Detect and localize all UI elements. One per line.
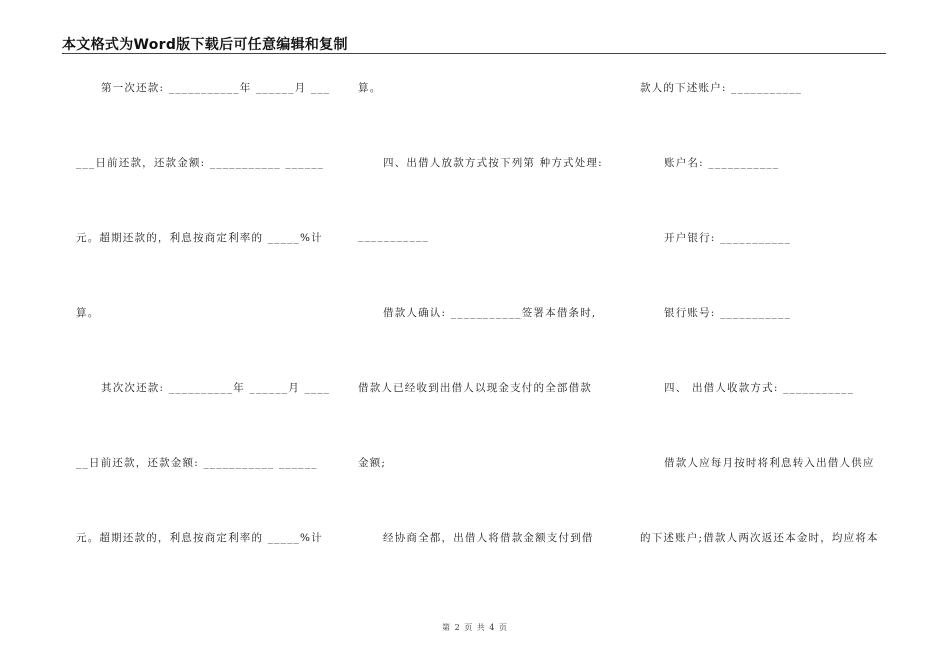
- column-1-line-1: 第一次还款: ___________年 ______月 ___: [101, 82, 331, 94]
- document-header-title: 本文格式为Word版下载后可任意编辑和复制: [62, 37, 348, 53]
- column-3-line-5: 四、 出借人收款方式: ___________: [664, 382, 855, 394]
- column-1-line-7: 元。超期还款的，利息按商定利率的 _____%计: [76, 532, 323, 544]
- column-1-line-2: ___日前还款，还款金额: ___________ ______: [76, 157, 325, 169]
- column-2-line-4: 借款人确认: ___________签署本借条时,: [383, 307, 597, 319]
- column-3-line-7: 的下述账户;借款人两次返还本金时，均应将本: [640, 532, 879, 544]
- page-number-footer: 第 2 页 共 4 页: [442, 623, 508, 632]
- column-3-line-2: 账户名: ___________: [664, 157, 780, 169]
- column-2-line-2: 四、出借人放款方式按下列第 种方式处理:: [383, 157, 603, 169]
- column-3-line-6: 借款人应每月按时将利息转入出借人供应: [664, 457, 875, 469]
- column-2-line-3: ___________: [358, 230, 429, 242]
- column-1-line-4: 算。: [76, 307, 100, 319]
- column-1-line-3: 元。超期还款的，利息按商定利率的 _____%计: [76, 232, 323, 244]
- column-2-line-6: 金额;: [358, 457, 387, 469]
- column-2-line-7: 经协商全都，出借人将借款金额支付到借: [383, 532, 594, 544]
- column-1-line-5: 其次次还款: __________年 ______月 ____: [101, 382, 331, 394]
- column-1-line-6: __日前还款，还款金额: ___________ ______: [76, 457, 318, 469]
- column-3-line-4: 银行账号: ___________: [664, 307, 792, 319]
- header-divider: [62, 53, 886, 54]
- column-3-line-1: 款人的下述账户: ___________: [640, 82, 803, 94]
- column-3-line-3: 开户银行: ___________: [664, 232, 792, 244]
- column-2-line-1: 算。: [358, 82, 382, 94]
- column-2-line-5: 借款人已经收到出借人以现金支付的全部借款: [358, 382, 592, 394]
